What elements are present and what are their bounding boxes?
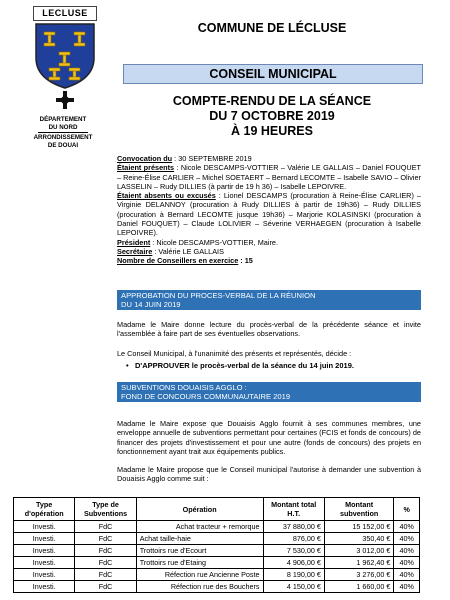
table-row bbox=[14, 521, 420, 533]
table-cell: Trottoirs rue d'Etaing bbox=[136, 557, 263, 569]
table-cell: Investi. bbox=[14, 521, 75, 533]
table-cell: 4 150,00 € bbox=[263, 581, 324, 593]
section1-paragraph: Madame le Maire donne lecture du procès-verbal de la précédente séance et invite l'assemblée à faire part de ses éventuelles observations. bbox=[117, 320, 421, 339]
section1-decision: Le Conseil Municipal, à l'unanimité des présents et représentés, décide : bbox=[117, 349, 352, 358]
table-cell: FdC bbox=[75, 557, 136, 569]
table-cell: Investi. bbox=[14, 533, 75, 545]
secretaire-value: : Valérie LE GALLAIS bbox=[152, 246, 224, 256]
department-block bbox=[8, 116, 118, 149]
table-cell: 1 962,40 € bbox=[324, 557, 394, 569]
nombre-line bbox=[117, 256, 421, 265]
table-cell: 350,40 € bbox=[324, 533, 394, 545]
table-cell: Trottoirs rue d'Ecourt bbox=[136, 545, 263, 557]
department-line: DU NORD bbox=[48, 123, 78, 131]
table-cell: Réfection rue des Bouchers bbox=[136, 581, 263, 593]
absents-line bbox=[117, 191, 421, 237]
section-header-line: SUBVENTIONS DOUAISIS AGGLO : bbox=[121, 383, 247, 392]
section-header-line: DU 14 JUIN 2019 bbox=[121, 300, 181, 309]
arms-banner: LECLUSE bbox=[33, 6, 97, 21]
table-cell: FdC bbox=[75, 533, 136, 545]
table-cell: 40% bbox=[394, 557, 420, 569]
table-cell: 1 660,00 € bbox=[324, 581, 394, 593]
table-cell: FdC bbox=[75, 569, 136, 581]
president-line bbox=[117, 238, 421, 247]
nombre-label: Nombre de Conseillers en exercice bbox=[117, 256, 239, 266]
conseil-municipal-banner: CONSEIL MUNICIPAL bbox=[123, 64, 423, 84]
meeting-title-line: À 19 HEURES bbox=[231, 124, 313, 138]
department-line: DÉPARTEMENT bbox=[39, 116, 87, 123]
section1-bullet bbox=[126, 361, 421, 370]
absents-value: : Lionel DESCAMPS (procuration à Reine-Élise CARLIER) – Virginie DELANNOY (procuration à Rudy DILLIES à partir de 19h36) – Rudy DILLIES (procuration à Bernard LECOMTE jusque 19h36) – Marjorie KOLASINSKI (procuration à Daniel FOUQUET) – Claude LOLIVIER – Séverine VERHAEGEN (procuration à Isabelle LEPOIVRE). bbox=[117, 191, 421, 238]
meeting-title-line: COMPTE-RENDU DE LA SÉANCE bbox=[172, 94, 372, 108]
cross-emblem-icon bbox=[55, 90, 75, 110]
table-cell: 40% bbox=[394, 581, 420, 593]
table-cell: 15 152,00 € bbox=[324, 521, 394, 533]
table-cell: Achat taille-haie bbox=[136, 533, 263, 545]
section-header-subventions bbox=[117, 382, 421, 402]
table-cell: 40% bbox=[394, 569, 420, 581]
table-cell: Investi. bbox=[14, 581, 75, 593]
department-separator bbox=[38, 132, 88, 133]
table-row bbox=[14, 533, 420, 545]
presents-label: Étaient présents bbox=[117, 163, 175, 173]
shield-icon bbox=[34, 22, 96, 90]
commune-title: COMMUNE DE LÉCLUSE bbox=[197, 21, 347, 35]
absents-label: Étaient absents ou excusés bbox=[117, 191, 216, 201]
table-row bbox=[14, 581, 420, 593]
table-cell: Investi. bbox=[14, 557, 75, 569]
table-cell: 40% bbox=[394, 521, 420, 533]
table-cell: 37 880,00 € bbox=[263, 521, 324, 533]
bullet-icon: • bbox=[126, 361, 129, 370]
section2-paragraph: Madame le Maire expose que Douaisis Agglo fournit à ses communes membres, une enveloppe annuelle de subventions permettant pour certaines (FCIS et fonds de concours) de financer des projets d'investissement et pour une autre (fonds de concours) des projets en fonctionnement ayant trait aux équipements publics. bbox=[117, 419, 421, 456]
column-header: Type d'opération bbox=[14, 498, 75, 521]
convocation-label: Convocation du bbox=[117, 154, 173, 163]
section2-proposal: Madame le Maire propose que le Conseil municipal l'autorise à demander une subvention à Douaisis Agglo comme suit : bbox=[117, 465, 421, 484]
subventions-table bbox=[13, 497, 420, 593]
column-header: % bbox=[394, 498, 420, 521]
secretaire-line bbox=[117, 247, 421, 256]
table-row bbox=[14, 569, 420, 581]
nombre-value: : 15 bbox=[238, 256, 253, 266]
table-cell: 3 012,00 € bbox=[324, 545, 394, 557]
meeting-details bbox=[117, 154, 421, 266]
table-cell: FdC bbox=[75, 521, 136, 533]
president-label: Président bbox=[117, 237, 151, 247]
table-cell: Investi. bbox=[14, 545, 75, 557]
table-row bbox=[14, 545, 420, 557]
section-header-line: FOND DE CONCOURS COMMUNAUTAIRE 2019 bbox=[121, 392, 291, 401]
department-line: DE DOUAI bbox=[47, 141, 79, 149]
section1-bullet-text: D'APPROUVER le procès-verbal de la séance du 14 juin 2019. bbox=[135, 361, 354, 370]
table-cell: FdC bbox=[75, 545, 136, 557]
convocation-value: : 30 SEPTEMBRE 2019 bbox=[172, 154, 252, 163]
column-header: Montant subvention bbox=[324, 498, 394, 521]
section-header-approbation bbox=[117, 290, 421, 310]
table-header-row bbox=[14, 498, 420, 521]
column-header: Opération bbox=[136, 498, 263, 521]
secretaire-label: Secrétaire bbox=[117, 246, 153, 256]
section-header-line: APPROBATION DU PROCES-VERBAL DE LA RÉUNION bbox=[121, 291, 316, 300]
table-row bbox=[14, 557, 420, 569]
meeting-title-line: DU 7 OCTOBRE 2019 bbox=[209, 109, 335, 123]
table-cell: 4 906,00 € bbox=[263, 557, 324, 569]
table-cell: 8 190,00 € bbox=[263, 569, 324, 581]
column-header: Montant total H.T. bbox=[263, 498, 324, 521]
coat-of-arms bbox=[25, 6, 105, 110]
table-cell: 40% bbox=[394, 533, 420, 545]
table-cell: Investi. bbox=[14, 569, 75, 581]
presents-line bbox=[117, 163, 421, 191]
table-cell: FdC bbox=[75, 581, 136, 593]
table-cell: 7 530,00 € bbox=[263, 545, 324, 557]
table-cell: Réfection rue Ancienne Poste bbox=[136, 569, 263, 581]
table-cell: 40% bbox=[394, 545, 420, 557]
convocation-line bbox=[117, 154, 421, 163]
president-value: : Nicole DESCAMPS-VOTTIER, Maire. bbox=[150, 237, 278, 247]
table-cell: 3 276,00 € bbox=[324, 569, 394, 581]
column-header: Type de Subventions bbox=[75, 498, 136, 521]
presents-value: : Nicole DESCAMPS-VOTTIER – Valérie LE GALLAIS – Daniel FOUQUET – Reine-Élise CARLIER – Michel SOETAERT – Bernard LECOMTE – Isabelle SAVIO – Olivier LASSELIN – Rudy DILLIES (à partir de 19 h 36) – Isabelle LEPOIVRE. bbox=[117, 163, 422, 191]
department-line: ARRONDISSEMENT bbox=[33, 134, 93, 141]
table-cell: Achat tracteur + remorque bbox=[136, 521, 263, 533]
meeting-title bbox=[122, 94, 422, 139]
table-cell: 876,00 € bbox=[263, 533, 324, 545]
